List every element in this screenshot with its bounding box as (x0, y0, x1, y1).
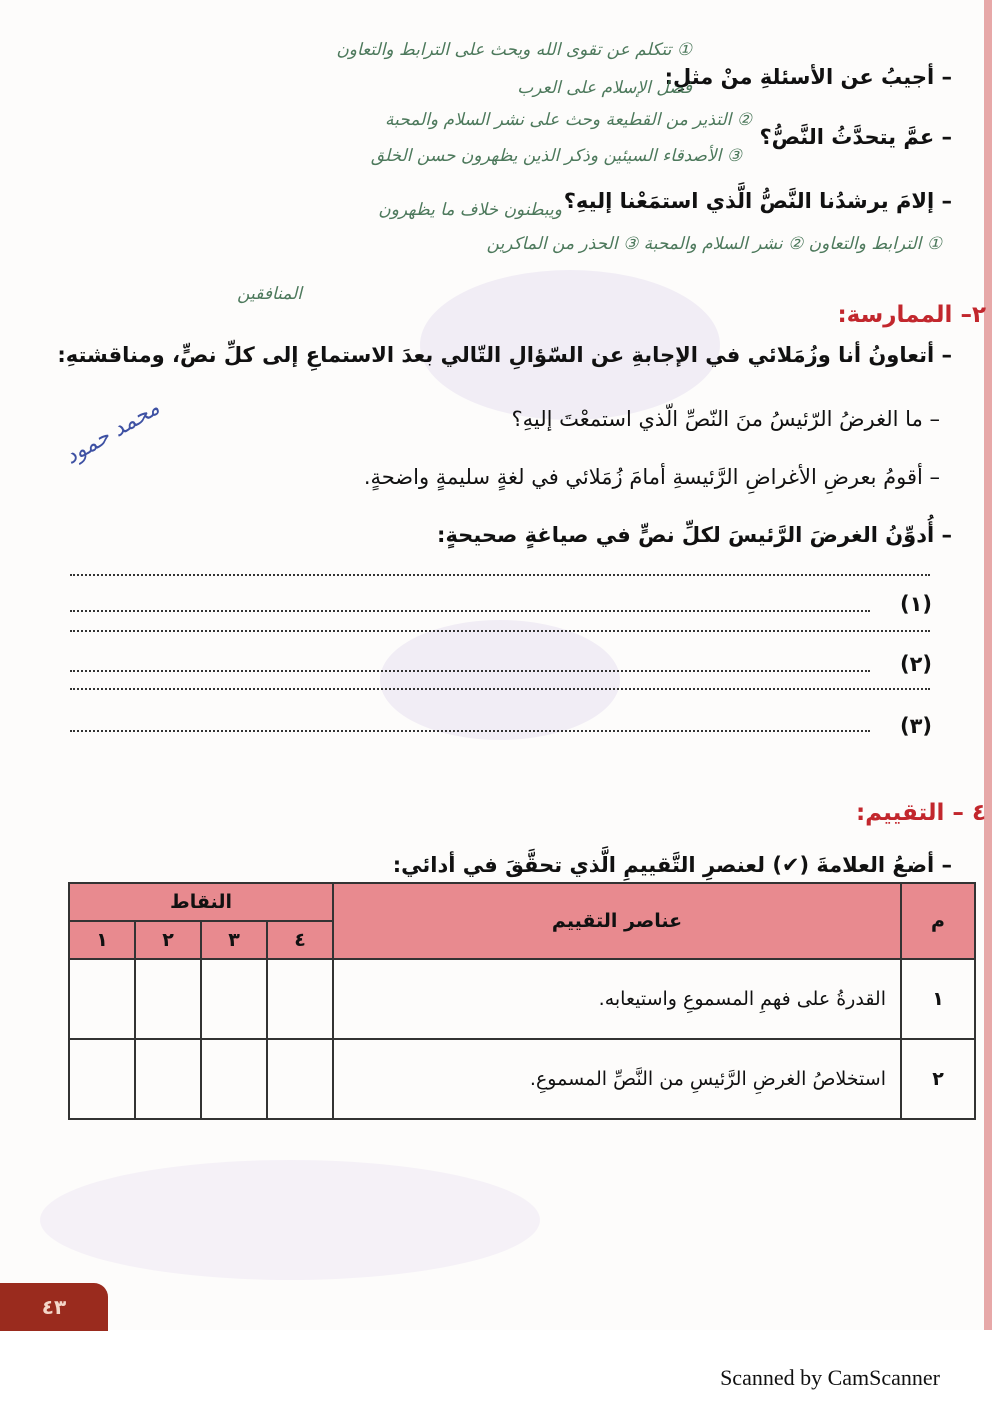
col-elements-header: عناصر التقييم (333, 883, 901, 959)
write-instruction: – أُدوِّنُ الغرضَ الرَّئيسَ لكلِّ نصٍّ في صياغةٍ صحيحةٍ: (437, 523, 952, 547)
evaluation-instruction: – أضعُ العلامةَ (✔) لعنصرِ التَّقييمِ الَّذي تحقَّقَ في أدائي: (392, 853, 952, 877)
answer-number-3: (٣) (899, 714, 932, 738)
question-2: – إلامَ يرشدُنا النَّصُّ الَّذي استمَعْنا إليهِ؟ (563, 189, 952, 213)
score-cell[interactable] (69, 959, 135, 1039)
handwritten-name: محمد حمود (60, 395, 164, 470)
answer-number-2: (٢) (899, 652, 932, 676)
col-points-header: النقاط (69, 883, 333, 921)
handwritten-answer: ويبطنون خلاف ما يظهرون (378, 200, 562, 220)
evaluation-table (68, 882, 976, 1120)
points-2: ٢ (135, 921, 201, 959)
handwritten-answer: المنافقين (237, 284, 302, 304)
practice-instruction: – أتعاونُ أنا وزُمَلائي في الإجابةِ عن السّؤالِ التّالي بعدَ الاستماعِ إلى كلِّ نصٍّ، ومناقشتهِ: (57, 343, 952, 367)
answer-line (70, 610, 870, 612)
score-cell[interactable] (69, 1039, 135, 1119)
row-criterion: استخلاصُ الغرضِ الرَّئيسِ من النَّصِّ المسموعِ. (333, 1039, 901, 1119)
handwritten-answer: ② التذير من القطيعة وحث على نشر السلام والمحبة (384, 110, 752, 130)
practice-question-2: – أقومُ بعرضِ الأغراضِ الرَّئيسةِ أمامَ زُمَلائي في لغةٍ سليمةٍ واضحةٍ. (363, 465, 940, 489)
question-1: – عمَّ يتحدَّثُ النَّصُّ؟ (759, 125, 952, 149)
handwritten-answer: ① الترابط والتعاون ② نشر السلام والمحبة ③ الحذر من الماكرين (486, 234, 942, 254)
score-cell[interactable] (135, 959, 201, 1039)
answer-number-1: (١) (899, 592, 932, 616)
handwritten-answer: ③ الأصدقاء السيئين وذكر الذين يظهرون حسن الخلق (370, 146, 742, 166)
answer-line (70, 574, 930, 576)
score-cell[interactable] (267, 1039, 333, 1119)
score-cell[interactable] (135, 1039, 201, 1119)
answer-line (70, 670, 870, 672)
stain (40, 1160, 540, 1280)
points-3: ٣ (201, 921, 267, 959)
stain (380, 620, 620, 740)
row-criterion: القدرةُ على فهمِ المسموعِ واستيعابه. (333, 959, 901, 1039)
page-number: ٤٣ (0, 1283, 108, 1331)
row-number: ١ (901, 959, 975, 1039)
practice-heading: ٢– الممارسة: (837, 302, 986, 328)
points-1: ١ (69, 921, 135, 959)
handwritten-answer: ① تتكلم عن تقوى الله ويحث على الترابط والتعاون (336, 40, 692, 60)
points-4: ٤ (267, 921, 333, 959)
answer-line (70, 730, 870, 732)
page-edge (984, 0, 992, 1330)
questions-intro: – أجيبُ عن الأسئلةِ منْ مثلِ: (664, 65, 952, 89)
score-cell[interactable] (201, 959, 267, 1039)
row-number: ٢ (901, 1039, 975, 1119)
col-m-header: م (901, 883, 975, 959)
answer-line (70, 688, 930, 690)
handwritten-answer: فضل الإسلام على العرب (517, 78, 692, 98)
scanner-footer: Scanned by CamScanner (720, 1365, 940, 1390)
answer-line (70, 630, 930, 632)
practice-question-1: – ما الغرضُ الرّئيسُ منَ النّصِّ الّذي استمعْتَ إليهِ؟ (511, 407, 940, 431)
evaluation-heading: ٤ – التقييم: (855, 800, 986, 826)
score-cell[interactable] (267, 959, 333, 1039)
score-cell[interactable] (201, 1039, 267, 1119)
